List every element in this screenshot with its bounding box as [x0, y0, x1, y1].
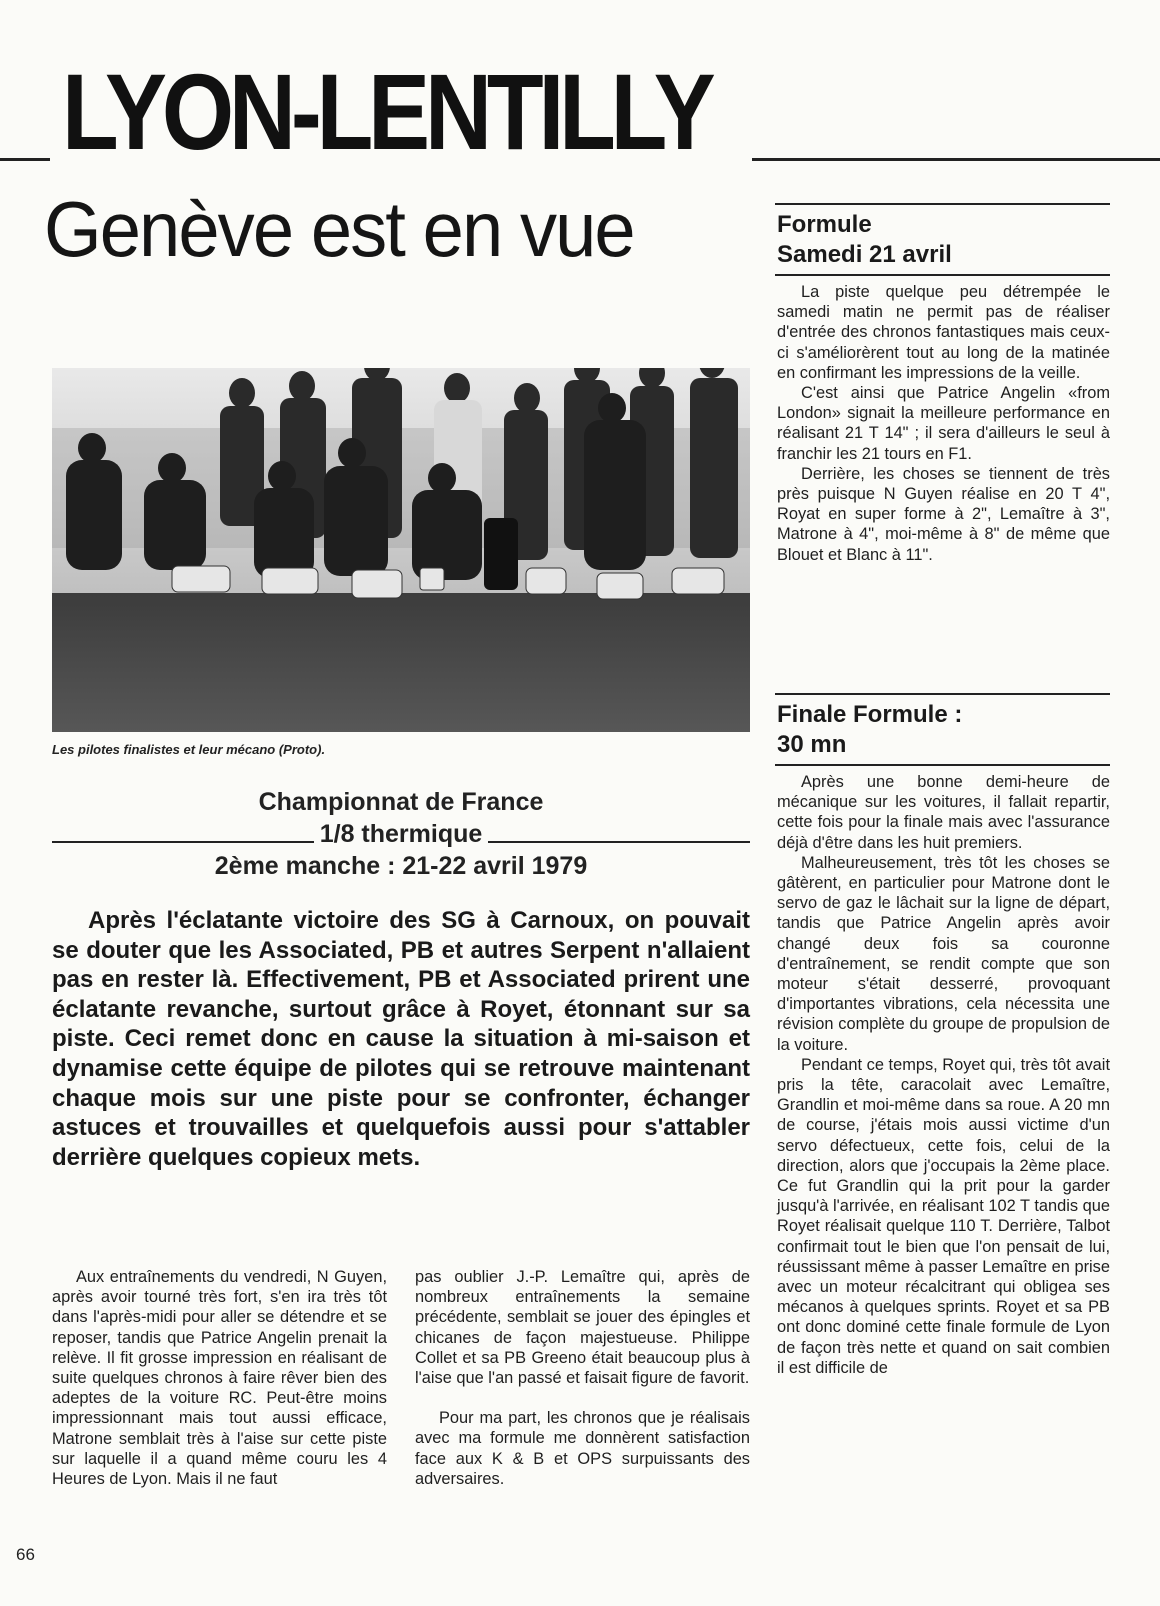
section1-paragraph2: C'est ainsi que Patrice Angelin «from London» signait la meilleure performance en réalisant 21 T 14" ; il sera d'ailleurs le seul à franchir les 21 tours en F1.	[777, 384, 1110, 463]
championship-line2: 1/8 thermique	[319, 820, 483, 848]
article-subtitle: Genève est en vue	[44, 185, 634, 273]
section2-paragraph1: Après une bonne demi-heure de mécanique sur les voitures, il fallait repartir, cette fois pour la finale mais avec l'assurance déjà d'être dans les huit premiers.	[777, 773, 1110, 852]
finalists-photo	[52, 368, 750, 732]
body-column-2	[415, 1267, 750, 1489]
sidebar-rule-4	[775, 764, 1110, 766]
page-number: 66	[16, 1545, 35, 1564]
section1-paragraph1: La piste quelque peu détrempée le samedi matin ne permit pas de réaliser d'entrée des chronos fantastiques mais ceux-ci s'améliorèrent tout au long de la matinée en confirmant les impressions de la veille.	[777, 283, 1110, 382]
rule-left	[52, 841, 314, 843]
sidebar-rule-2	[775, 274, 1110, 276]
section-finale-title	[777, 700, 1112, 760]
section-formule-body	[777, 282, 1110, 565]
sidebar-rule-3	[775, 693, 1110, 695]
section-finale-body	[777, 772, 1110, 1378]
title-rule-left	[0, 158, 50, 161]
championship-line3: 2ème manche : 21-22 avril 1979	[214, 852, 588, 880]
photo-caption: Les pilotes finalistes et leur mécano (Proto).	[52, 742, 326, 757]
championship-line1: Championnat de France	[258, 788, 544, 816]
section2-paragraph2: Malheureusement, très tôt les choses se gâtèrent, en particulier pour Matrone dont le servo de gaz le lâchait sur la ligne de départ, tandis que Patrice Angelin après avoir changé deux fois sa couronne d'entraînement, se rendit compte que son moteur s'était desserré, provoquant d'importantes vibrations, cela nécessita une révision complète du groupe de propulsion de la voiture.	[777, 853, 1110, 1054]
championship-line3-wrap	[52, 852, 750, 881]
rule-right	[488, 841, 750, 843]
title-rule-right	[752, 158, 1160, 161]
body-column-1	[52, 1267, 387, 1489]
section1-title-line2: Samedi 21 avril	[777, 241, 952, 268]
section-formule-title	[777, 210, 1112, 270]
championship-heading	[52, 788, 750, 817]
photo-illustration	[52, 368, 750, 732]
section2-title-line1: Finale Formule :	[777, 701, 963, 728]
section1-title-line1: Formule	[777, 211, 872, 238]
sidebar-rule-top	[775, 203, 1110, 205]
article-title: LYON-LENTILLY	[62, 51, 711, 172]
section1-paragraph3: Derrière, les choses se tiennent de très près puisque N Guyen réalise en 20 T 4", Royat en super forme à 2", Lemaître à 3", Matrone à 4", moi-même à 8" de même que Blouet et Blanc à 11".	[777, 464, 1110, 564]
column2-paragraph1: pas oublier J.-P. Lemaître qui, après de nombreux entraînements la semaine précédente, semblait se jouer des épingles et chicanes de façon majestueuse. Philippe Collet et sa PB Greeno était beaucoup plus à l'aise que l'an passé et faisait figure de favorit.	[415, 1268, 750, 1388]
championship-line2-wrap	[52, 820, 750, 849]
intro-paragraph: Après l'éclatante victoire des SG à Carnoux, on pouvait se douter que les Associated, PB et autres Serpent n'allaient pas en rester là. Effectivement, PB et Associated prirent une éclatante revanche, surtout grâce à Royet, étonnant sur sa piste. Ceci remet donc en cause la situation à mi-saison et dynamise cette équipe de pilotes qui se retrouve maintenant chaque mois sur une piste pour se confronter, échanger astuces et trouvailles et quelquefois aussi pour s'attabler derrière quelques copieux mets.	[52, 907, 750, 1171]
section2-title-line2: 30 mn	[777, 731, 847, 758]
section2-paragraph3: Pendant ce temps, Royet qui, très tôt avait pris la tête, caracolait avec Lemaître, Grandlin et moi-même dans sa roue. A 20 mn de course, j'étais mois aussi victime d'un servo défectueux, cette fois, celui de la direction, alors que j'occupais la 2ème place. Ce fut Grandlin qui la prit pour la garder jusqu'à l'arrivée, en réalisant 102 T tandis que Royet réalisait quelque 110 T. Derrière, Talbot confirmait tout le bien que l'on pensait de lui, réussissant même à passer Lemaître en prise avec un moteur récalcitrant qui obligea ses mécanos à quelques sprints. Royet et sa PB ont donc dominé cette finale formule de Lyon de façon très nette et quand on sait combien il est difficile de	[777, 1055, 1110, 1377]
column1-paragraph: Aux entraînements du vendredi, N Guyen, après avoir tourné très fort, s'en ira très tôt dans l'après-midi pour aller se détendre et se reposer, tandis que Patrice Angelin prenait la relève. Il fit grosse impression en réalisant de suite quelques chronos à faire rêver bien des adeptes de la voiture RC. Peut-être moins impressionnant mais tout aussi efficace, Matrone semblait très à l'aise sur cette piste sur laquelle il a quand même couru les 4 Heures de Lyon. Mais il ne faut	[52, 1268, 387, 1489]
column2-paragraph2: Pour ma part, les chronos que je réalisais avec ma formule me donnèrent satisfaction face aux K & B et OPS surpuissants des adversaires.	[415, 1409, 750, 1488]
